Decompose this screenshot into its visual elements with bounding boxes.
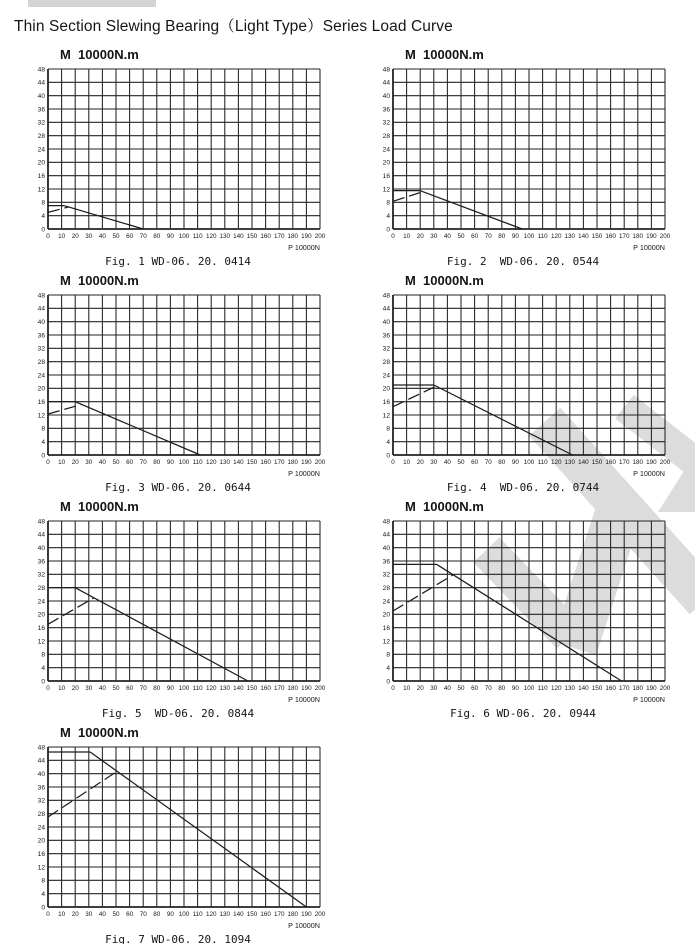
x-tick-label: 150 xyxy=(591,233,603,240)
x-tick-label: 130 xyxy=(219,685,231,692)
y-tick-label: 20 xyxy=(37,611,45,619)
y-tick-label: 16 xyxy=(37,398,45,406)
x-tick-label: 30 xyxy=(430,233,438,240)
x-tick-label: 130 xyxy=(219,459,231,466)
y-tick-label: 32 xyxy=(37,345,45,353)
y-axis-title: M 10000N.m xyxy=(60,725,139,740)
y-tick-label: 40 xyxy=(37,770,45,778)
y-tick-label: 16 xyxy=(382,624,390,632)
x-tick-label: 10 xyxy=(58,459,66,466)
load-curve-plot xyxy=(26,63,330,255)
x-tick-label: 160 xyxy=(260,459,271,466)
y-tick-label: 4 xyxy=(386,664,390,672)
y-tick-label: 24 xyxy=(382,146,390,154)
x-tick-label: 180 xyxy=(287,685,299,692)
x-tick-label: 130 xyxy=(564,459,576,466)
x-tick-label: 190 xyxy=(646,685,657,692)
x-tick-label: 200 xyxy=(659,233,671,240)
x-tick-label: 40 xyxy=(443,233,451,240)
rising-line-line xyxy=(48,772,116,817)
x-tick-label: 130 xyxy=(564,685,576,692)
y-tick-label: 44 xyxy=(382,305,390,313)
y-tick-label: 28 xyxy=(37,358,45,366)
x-tick-label: 200 xyxy=(659,685,671,692)
x-tick-label: 20 xyxy=(71,459,79,466)
x-tick-label: 60 xyxy=(126,459,134,466)
y-tick-label: 28 xyxy=(37,810,45,818)
x-tick-label: 10 xyxy=(58,911,66,918)
x-tick-label: 70 xyxy=(139,459,147,466)
y-tick-label: 8 xyxy=(41,199,45,207)
load-curve-line xyxy=(420,191,522,229)
load-curve-figure xyxy=(371,47,691,270)
y-tick-label: 48 xyxy=(382,66,390,74)
x-tick-label: 50 xyxy=(457,459,465,466)
y-tick-label: 4 xyxy=(386,212,390,220)
x-tick-label: 140 xyxy=(578,233,589,240)
x-tick-label: 200 xyxy=(314,459,326,466)
x-tick-label: 70 xyxy=(139,911,147,918)
x-axis-title: P 10000N xyxy=(288,243,320,252)
y-tick-label: 8 xyxy=(41,425,45,433)
x-tick-label: 120 xyxy=(205,685,217,692)
x-tick-label: 170 xyxy=(618,459,630,466)
y-tick-label: 44 xyxy=(37,305,45,313)
x-tick-label: 70 xyxy=(484,233,492,240)
x-tick-label: 180 xyxy=(287,233,299,240)
x-tick-label: 150 xyxy=(246,911,258,918)
rising-line-line xyxy=(393,575,453,611)
x-tick-label: 80 xyxy=(153,233,161,240)
page-title: Thin Section Slewing Bearing（Light Type）Series Load Curve xyxy=(14,18,453,35)
y-axis-title: M 10000N.m xyxy=(405,273,484,288)
y-tick-label: 48 xyxy=(37,744,45,752)
x-tick-label: 110 xyxy=(537,233,548,240)
figure-caption: Fig. 6 WD-06. 20. 0944 xyxy=(450,707,596,720)
x-tick-label: 90 xyxy=(511,459,519,466)
y-tick-label: 32 xyxy=(37,571,45,579)
x-tick-label: 110 xyxy=(192,233,203,240)
y-tick-label: 0 xyxy=(386,226,390,234)
y-tick-label: 8 xyxy=(386,199,390,207)
load-curve-figure xyxy=(26,499,346,722)
x-tick-label: 170 xyxy=(273,459,285,466)
x-tick-label: 30 xyxy=(430,685,438,692)
x-tick-label: 70 xyxy=(139,233,147,240)
x-tick-label: 20 xyxy=(71,685,79,692)
x-tick-label: 170 xyxy=(273,685,285,692)
x-tick-label: 60 xyxy=(471,459,479,466)
x-tick-label: 190 xyxy=(301,459,312,466)
x-tick-label: 30 xyxy=(430,459,438,466)
y-tick-label: 12 xyxy=(382,638,390,646)
load-curve-figure xyxy=(371,499,691,722)
x-tick-label: 20 xyxy=(71,233,79,240)
x-tick-label: 100 xyxy=(178,685,190,692)
y-tick-label: 8 xyxy=(386,425,390,433)
y-tick-label: 32 xyxy=(37,797,45,805)
x-tick-label: 90 xyxy=(511,233,519,240)
y-tick-label: 32 xyxy=(382,571,390,579)
x-tick-label: 200 xyxy=(659,459,671,466)
y-tick-label: 40 xyxy=(37,544,45,552)
x-tick-label: 40 xyxy=(98,233,106,240)
y-tick-label: 4 xyxy=(41,212,45,220)
x-tick-label: 50 xyxy=(457,233,465,240)
x-tick-label: 70 xyxy=(139,685,147,692)
x-tick-label: 110 xyxy=(537,459,548,466)
x-tick-label: 140 xyxy=(233,685,244,692)
y-tick-label: 24 xyxy=(382,598,390,606)
x-tick-label: 200 xyxy=(314,685,326,692)
x-tick-label: 200 xyxy=(314,233,326,240)
rising-line-line xyxy=(48,598,94,625)
y-tick-label: 28 xyxy=(382,584,390,592)
load-curve-plot xyxy=(26,289,330,481)
x-axis-title: P 10000N xyxy=(288,469,320,478)
x-tick-label: 80 xyxy=(153,459,161,466)
load-curve-line xyxy=(90,752,306,907)
y-tick-label: 36 xyxy=(382,558,390,566)
load-curve-plot xyxy=(26,515,330,707)
x-tick-label: 130 xyxy=(564,233,576,240)
y-tick-label: 36 xyxy=(37,332,45,340)
x-tick-label: 40 xyxy=(443,685,451,692)
x-tick-label: 120 xyxy=(550,685,562,692)
x-tick-label: 100 xyxy=(178,911,190,918)
x-tick-label: 150 xyxy=(591,459,603,466)
x-tick-label: 100 xyxy=(523,685,535,692)
x-tick-label: 160 xyxy=(605,459,616,466)
x-tick-label: 150 xyxy=(246,459,258,466)
x-tick-label: 150 xyxy=(591,685,603,692)
figure-caption: Fig. 5 WD-06. 20. 0844 xyxy=(101,707,255,720)
y-axis-title: M 10000N.m xyxy=(60,273,139,288)
y-tick-label: 44 xyxy=(382,79,390,87)
figure-caption: Fig. 3 WD-06. 20. 0644 xyxy=(105,481,251,494)
x-tick-label: 160 xyxy=(260,233,271,240)
y-tick-label: 20 xyxy=(37,159,45,167)
y-tick-label: 4 xyxy=(386,438,390,446)
y-tick-label: 48 xyxy=(37,518,45,526)
rising-line-line xyxy=(48,207,68,212)
y-tick-label: 24 xyxy=(37,824,45,832)
x-tick-label: 180 xyxy=(632,685,644,692)
y-tick-label: 32 xyxy=(37,119,45,127)
x-tick-label: 40 xyxy=(98,685,106,692)
y-tick-label: 28 xyxy=(37,584,45,592)
x-axis-title: P 10000N xyxy=(633,469,665,478)
rising-line-line xyxy=(393,192,423,202)
x-tick-label: 190 xyxy=(646,459,657,466)
x-axis-title: P 10000N xyxy=(633,243,665,252)
x-tick-label: 0 xyxy=(391,459,395,466)
x-tick-label: 190 xyxy=(301,233,312,240)
load-curve-plot xyxy=(371,63,675,255)
y-tick-label: 40 xyxy=(382,318,390,326)
y-tick-label: 32 xyxy=(382,119,390,127)
y-tick-label: 28 xyxy=(382,132,390,140)
y-tick-label: 24 xyxy=(37,146,45,154)
x-tick-label: 50 xyxy=(112,459,120,466)
y-axis-title: M 10000N.m xyxy=(60,47,139,62)
load-curve-plot xyxy=(371,515,675,707)
x-tick-label: 60 xyxy=(471,685,479,692)
x-tick-label: 130 xyxy=(219,233,231,240)
x-tick-label: 80 xyxy=(498,459,506,466)
rising-line-line xyxy=(393,386,437,407)
load-curve-plot xyxy=(371,289,675,481)
x-tick-label: 0 xyxy=(46,459,50,466)
y-tick-label: 12 xyxy=(37,412,45,420)
x-tick-label: 40 xyxy=(443,459,451,466)
x-tick-label: 200 xyxy=(314,911,326,918)
x-tick-label: 0 xyxy=(391,685,395,692)
x-tick-label: 20 xyxy=(416,685,424,692)
scan-artifact xyxy=(28,0,156,7)
y-tick-label: 8 xyxy=(41,651,45,659)
y-tick-label: 4 xyxy=(41,438,45,446)
load-curve-plot xyxy=(26,741,330,933)
x-tick-label: 90 xyxy=(166,685,174,692)
x-tick-label: 100 xyxy=(523,459,535,466)
y-axis-title: M 10000N.m xyxy=(60,499,139,514)
y-tick-label: 28 xyxy=(37,132,45,140)
y-tick-label: 20 xyxy=(37,385,45,393)
y-tick-label: 0 xyxy=(41,452,45,460)
y-tick-label: 0 xyxy=(41,678,45,686)
x-tick-label: 150 xyxy=(246,233,258,240)
x-tick-label: 120 xyxy=(550,233,562,240)
load-curve-line xyxy=(75,588,248,681)
x-tick-label: 0 xyxy=(46,911,50,918)
x-tick-label: 170 xyxy=(273,233,285,240)
y-tick-label: 4 xyxy=(41,890,45,898)
load-curve-figure xyxy=(26,725,346,944)
figure-caption: Fig. 2 WD-06. 20. 0544 xyxy=(446,255,600,268)
x-tick-label: 60 xyxy=(126,685,134,692)
x-tick-label: 110 xyxy=(192,685,203,692)
x-tick-label: 10 xyxy=(403,685,411,692)
x-tick-label: 10 xyxy=(58,685,66,692)
x-tick-label: 140 xyxy=(578,459,589,466)
x-tick-label: 140 xyxy=(233,459,244,466)
x-tick-label: 130 xyxy=(219,911,231,918)
x-tick-label: 90 xyxy=(511,685,519,692)
x-tick-label: 170 xyxy=(618,233,630,240)
x-tick-label: 90 xyxy=(166,911,174,918)
x-tick-label: 160 xyxy=(605,233,616,240)
y-tick-label: 0 xyxy=(41,226,45,234)
x-tick-label: 170 xyxy=(273,911,285,918)
x-tick-label: 160 xyxy=(605,685,616,692)
x-tick-label: 10 xyxy=(58,233,66,240)
x-tick-label: 120 xyxy=(550,459,562,466)
x-tick-label: 190 xyxy=(646,233,657,240)
y-tick-label: 12 xyxy=(37,638,45,646)
y-tick-label: 44 xyxy=(37,757,45,765)
x-tick-label: 140 xyxy=(233,233,244,240)
charts-grid xyxy=(26,47,695,944)
x-tick-label: 120 xyxy=(205,233,217,240)
y-tick-label: 36 xyxy=(37,106,45,114)
x-tick-label: 140 xyxy=(578,685,589,692)
x-tick-label: 180 xyxy=(287,459,299,466)
load-curve-figure xyxy=(371,273,691,496)
x-tick-label: 20 xyxy=(71,911,79,918)
x-tick-label: 90 xyxy=(166,459,174,466)
x-tick-label: 180 xyxy=(287,911,299,918)
y-tick-label: 12 xyxy=(37,864,45,872)
y-axis-title: M 10000N.m xyxy=(405,499,484,514)
y-tick-label: 12 xyxy=(382,412,390,420)
x-tick-label: 30 xyxy=(85,233,93,240)
x-tick-label: 110 xyxy=(537,685,548,692)
x-tick-label: 80 xyxy=(498,233,506,240)
y-tick-label: 44 xyxy=(382,531,390,539)
y-tick-label: 16 xyxy=(382,398,390,406)
x-tick-label: 60 xyxy=(471,233,479,240)
x-tick-label: 40 xyxy=(98,459,106,466)
x-tick-label: 40 xyxy=(98,911,106,918)
y-tick-label: 40 xyxy=(382,544,390,552)
x-tick-label: 80 xyxy=(498,685,506,692)
load-curve-line xyxy=(434,385,573,455)
y-tick-label: 48 xyxy=(382,292,390,300)
y-tick-label: 40 xyxy=(37,318,45,326)
y-tick-label: 24 xyxy=(37,372,45,380)
y-tick-label: 20 xyxy=(382,159,390,167)
x-tick-label: 70 xyxy=(484,685,492,692)
y-tick-label: 16 xyxy=(37,624,45,632)
x-tick-label: 0 xyxy=(391,233,395,240)
y-tick-label: 0 xyxy=(41,904,45,912)
x-tick-label: 150 xyxy=(246,685,258,692)
y-tick-label: 12 xyxy=(37,186,45,194)
y-tick-label: 24 xyxy=(37,598,45,606)
x-axis-title: P 10000N xyxy=(288,695,320,704)
x-tick-label: 120 xyxy=(205,911,217,918)
x-tick-label: 140 xyxy=(233,911,244,918)
x-tick-label: 50 xyxy=(112,233,120,240)
x-tick-label: 20 xyxy=(416,459,424,466)
load-curve-figure xyxy=(26,47,346,270)
x-tick-label: 100 xyxy=(523,233,535,240)
x-tick-label: 10 xyxy=(403,459,411,466)
x-tick-label: 120 xyxy=(205,459,217,466)
y-tick-label: 8 xyxy=(386,651,390,659)
y-tick-label: 16 xyxy=(37,850,45,858)
x-tick-label: 190 xyxy=(301,685,312,692)
y-tick-label: 24 xyxy=(382,372,390,380)
y-tick-label: 16 xyxy=(37,172,45,180)
y-tick-label: 48 xyxy=(37,292,45,300)
y-tick-label: 40 xyxy=(37,92,45,100)
x-tick-label: 160 xyxy=(260,685,271,692)
y-tick-label: 16 xyxy=(382,172,390,180)
y-tick-label: 12 xyxy=(382,186,390,194)
x-axis-title: P 10000N xyxy=(633,695,665,704)
y-tick-label: 40 xyxy=(382,92,390,100)
x-axis-title: P 10000N xyxy=(288,921,320,930)
x-tick-label: 60 xyxy=(126,233,134,240)
y-tick-label: 36 xyxy=(382,106,390,114)
figure-caption: Fig. 1 WD-06. 20. 0414 xyxy=(105,255,251,268)
x-tick-label: 160 xyxy=(260,911,271,918)
x-tick-label: 100 xyxy=(178,459,190,466)
x-tick-label: 70 xyxy=(484,459,492,466)
x-tick-label: 110 xyxy=(192,911,203,918)
load-curve-line xyxy=(64,206,143,229)
y-tick-label: 36 xyxy=(37,558,45,566)
x-tick-label: 60 xyxy=(126,911,134,918)
x-tick-label: 80 xyxy=(153,685,161,692)
x-tick-label: 10 xyxy=(403,233,411,240)
y-tick-label: 36 xyxy=(37,784,45,792)
y-tick-label: 32 xyxy=(382,345,390,353)
x-tick-label: 100 xyxy=(178,233,190,240)
x-tick-label: 180 xyxy=(632,233,644,240)
y-tick-label: 48 xyxy=(382,518,390,526)
x-tick-label: 170 xyxy=(618,685,630,692)
y-tick-label: 44 xyxy=(37,531,45,539)
figure-caption: Fig. 7 WD-06. 20. 1094 xyxy=(105,933,251,944)
x-tick-label: 80 xyxy=(153,911,161,918)
x-tick-label: 190 xyxy=(301,911,312,918)
x-tick-label: 110 xyxy=(192,459,203,466)
x-tick-label: 50 xyxy=(112,685,120,692)
x-tick-label: 30 xyxy=(85,459,93,466)
y-tick-label: 0 xyxy=(386,678,390,686)
rising-line-line xyxy=(48,404,82,414)
x-tick-label: 0 xyxy=(46,685,50,692)
y-tick-label: 20 xyxy=(382,385,390,393)
y-axis-title: M 10000N.m xyxy=(405,47,484,62)
y-tick-label: 20 xyxy=(382,611,390,619)
y-tick-label: 44 xyxy=(37,79,45,87)
y-tick-label: 20 xyxy=(37,837,45,845)
x-tick-label: 50 xyxy=(112,911,120,918)
y-tick-label: 28 xyxy=(382,358,390,366)
x-tick-label: 30 xyxy=(85,911,93,918)
x-tick-label: 180 xyxy=(632,459,644,466)
figure-caption: Fig. 4 WD-06. 20. 0744 xyxy=(446,481,600,494)
y-tick-label: 8 xyxy=(41,877,45,885)
x-tick-label: 30 xyxy=(85,685,93,692)
y-tick-label: 36 xyxy=(382,332,390,340)
y-tick-label: 4 xyxy=(41,664,45,672)
x-tick-label: 20 xyxy=(416,233,424,240)
y-tick-label: 48 xyxy=(37,66,45,74)
x-tick-label: 0 xyxy=(46,233,50,240)
y-tick-label: 0 xyxy=(386,452,390,460)
x-tick-label: 90 xyxy=(166,233,174,240)
load-curve-figure xyxy=(26,273,346,496)
x-tick-label: 50 xyxy=(457,685,465,692)
